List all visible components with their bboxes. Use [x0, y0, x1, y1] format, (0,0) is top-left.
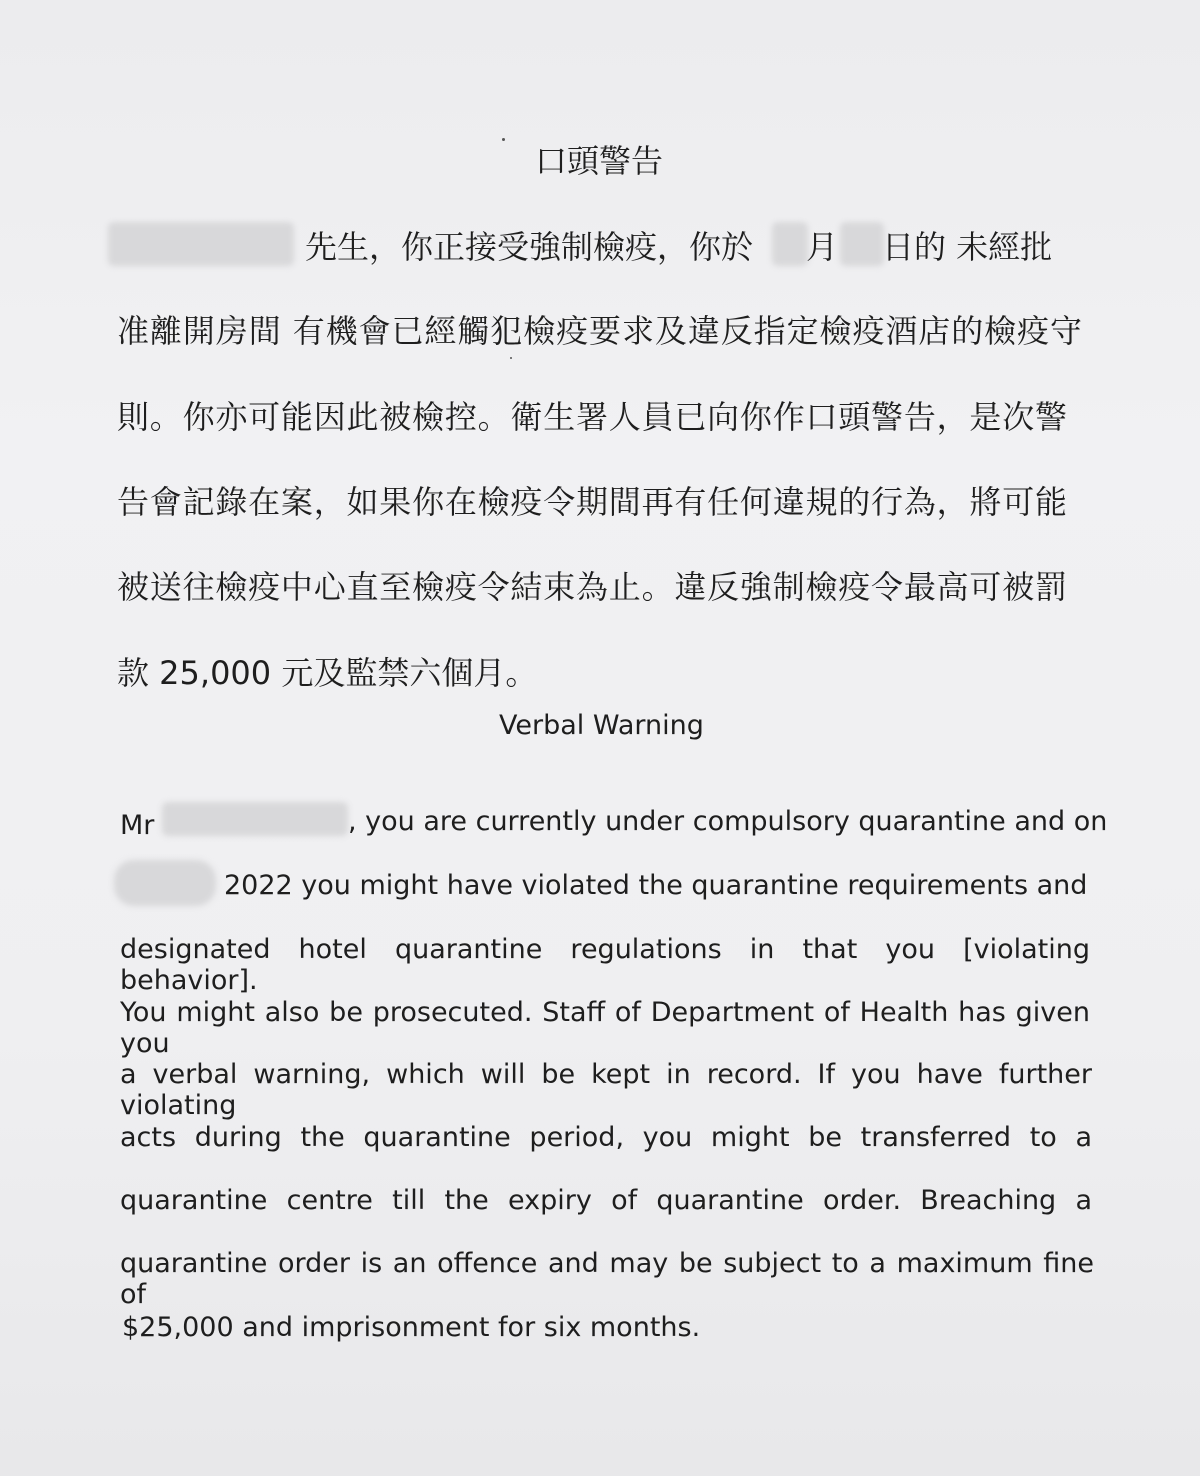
chinese-line-1a: 先生，你正接受強制檢疫，你於	[305, 228, 754, 266]
redacted-name-zh	[108, 222, 294, 266]
english-line-8: quarantine order is an offence and may be subject to a maximum fine of	[120, 1248, 1094, 1310]
chinese-line-4: 告會記錄在案，如果你在檢疫令期間再有任何違規的行為，將可能	[117, 483, 1067, 521]
chinese-line-1b: 月	[806, 228, 839, 266]
english-line-1b: , you are currently under compulsory quarantine and on	[348, 806, 1108, 837]
redacted-name-en	[162, 802, 348, 836]
chinese-line-2: 准離開房間 有機會已經觸犯檢疫要求及違反指定檢疫酒店的檢疫守	[117, 312, 1082, 350]
english-line-7: quarantine centre till the expiry of quarantine order. Breaching a	[120, 1185, 1092, 1216]
chinese-line-1c: 日的 未經批	[882, 228, 1053, 266]
redacted-day-zh	[840, 222, 884, 266]
english-line-1a: Mr	[120, 810, 155, 841]
chinese-title: 口頭警告	[535, 142, 664, 180]
english-title: Verbal Warning	[499, 710, 704, 741]
english-line-3: designated hotel quarantine regulations in that you [violating behavior].	[120, 934, 1090, 996]
chinese-line-3: 則。你亦可能因此被檢控。衛生署人員已向你作口頭警告，是次警	[117, 398, 1067, 436]
chinese-line-5: 被送往檢疫中心直至檢疫令結束為止。違反強制檢疫令最高可被罰	[117, 568, 1067, 606]
redacted-month-zh	[772, 222, 808, 266]
speck	[502, 138, 505, 141]
english-line-5: a verbal warning, which will be kept in record. If you have further violating	[120, 1059, 1092, 1121]
english-line-9: $25,000 and imprisonment for six months.	[122, 1312, 701, 1343]
english-line-4: You might also be prosecuted. Staff of Department of Health has given you	[120, 997, 1090, 1059]
chinese-line-6: 款 25,000 元及監禁六個月。	[117, 654, 538, 692]
english-line-6: acts during the quarantine period, you might be transferred to a	[120, 1122, 1092, 1153]
english-line-2: 2022 you might have violated the quarantine requirements and	[224, 870, 1088, 901]
redacted-date-en	[114, 860, 216, 906]
speck	[510, 357, 512, 359]
